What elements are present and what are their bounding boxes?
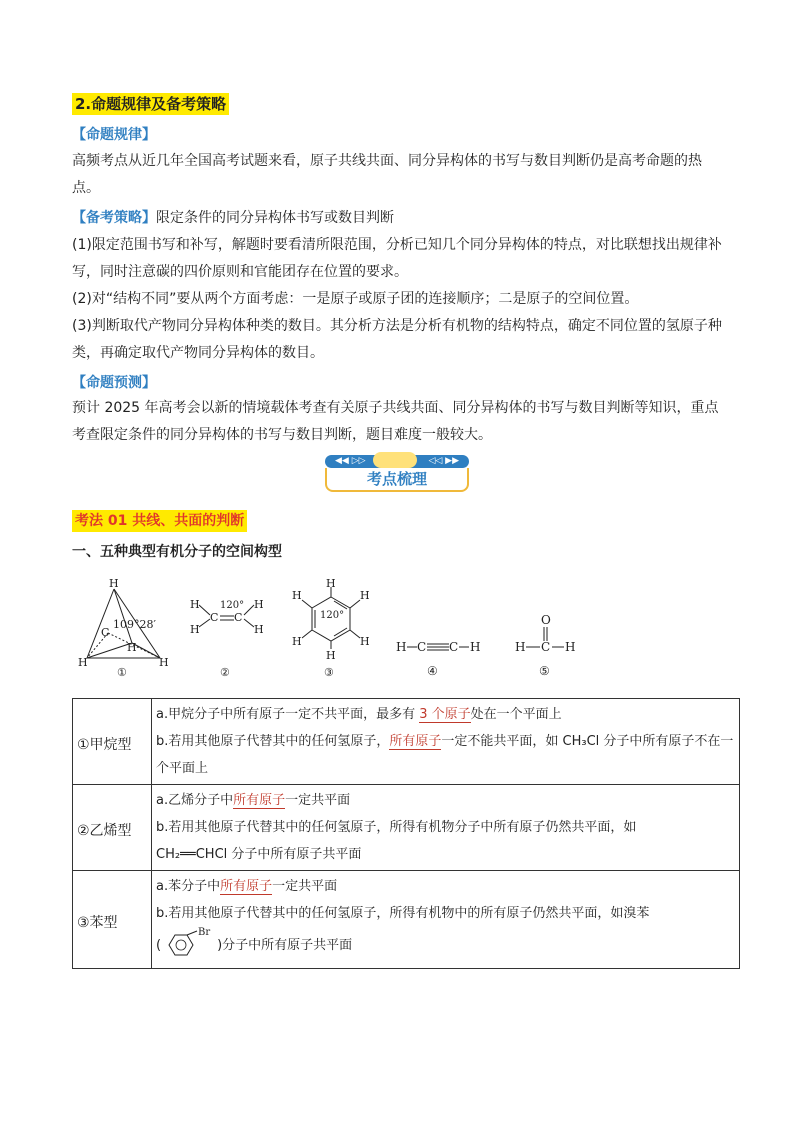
acetylene-num: ④ — [427, 664, 438, 678]
svg-text:H: H — [190, 598, 200, 611]
formaldehyde-structure-diagram — [512, 575, 592, 680]
svg-text:H: H — [360, 635, 370, 648]
row-label-ethylene: ②乙烯型 — [73, 785, 152, 871]
strategy-p2: (2)对“结构不同”要从两个方面考虑：一是原子或原子团的连接顺序；二是原子的空间位置。 — [72, 291, 639, 307]
svg-text:H: H — [254, 623, 264, 636]
forecast-text — [72, 395, 722, 449]
svg-text:H: H — [292, 635, 302, 648]
banner-pill — [373, 452, 417, 468]
svg-text:C: C — [210, 611, 219, 624]
svg-text:Br: Br — [198, 927, 211, 938]
row-label-benzene: ③苯型 — [73, 871, 152, 969]
rule-tag: 【命题规律】 — [72, 127, 156, 143]
methane-angle-label: 109°28′ — [113, 618, 156, 631]
benzene-angle-label: 120° — [320, 610, 345, 621]
strategy-p3a: (3)判断取代产物同分异构体种类的数目。其分析方法是分析有机物的结构特点，确定不同位置的氢原子种 — [72, 318, 722, 334]
subsection-title: 一、五种典型有机分子的空间构型 — [72, 544, 282, 560]
banner-arrows-left-icon: ◀◀ ▷▷ — [335, 456, 366, 466]
rule-line-1: 高频考点从近几年全国高考试题来看，原子共线共面、同分异构体的书写与数目判断仍是高考命题的热 — [72, 153, 702, 169]
strategy-p3b: 类，再确定取代产物同分异构体的数目。 — [72, 345, 324, 361]
bromobenzene-icon — [161, 927, 217, 959]
svg-text:H: H — [292, 589, 302, 602]
method-title: 考法 01 共线、共面的判断 — [72, 510, 247, 532]
svg-text:O: O — [541, 613, 551, 627]
row-label-methane: ①甲烷型 — [73, 699, 152, 785]
svg-text:C: C — [234, 611, 243, 624]
svg-text:H: H — [326, 649, 336, 662]
ethylene-structure-diagram — [188, 575, 268, 680]
benzene-point-c: ( Br )分子中所有原子共平面 — [156, 927, 735, 959]
table-row — [73, 699, 740, 785]
benzene-num: ③ — [324, 666, 334, 679]
strategy-p1b: 写，同时注意碳的四价原则和官能团存在位置的要求。 — [72, 264, 408, 280]
forecast-line-2: 考查限定条件的同分异构体的书写与数目判断，题目难度一般较大。 — [72, 427, 492, 443]
strategy-head: 限定条件的同分异构体书写或数目判断 — [156, 210, 394, 226]
row-content-benzene — [152, 871, 740, 969]
table-row — [73, 871, 740, 969]
svg-text:C: C — [101, 626, 110, 639]
structure-types-table — [72, 698, 740, 969]
strategy-tag: 【备考策略】 — [72, 210, 156, 226]
ethylene-angle-label: 120° — [220, 600, 245, 611]
section-title: 2.命题规律及备考策略 — [72, 93, 229, 115]
svg-text:H: H — [127, 641, 137, 654]
svg-text:H: H — [396, 640, 407, 654]
acetylene-structure-diagram — [394, 575, 494, 680]
svg-text:H: H — [190, 623, 200, 636]
svg-text:H: H — [326, 577, 336, 590]
forecast-line-1: 预计 2025 年高考会以新的情境载体考查有关原子共线共面、同分异构体的书写与数目判断等知识，重点 — [72, 400, 719, 416]
methane-structure-diagram — [72, 575, 182, 680]
methane-point-a: a.甲烷分子中所有原子一定不共平面，最多有 3 个原子处在一个平面上 — [156, 707, 562, 722]
formaldehyde-num: ⑤ — [539, 664, 550, 678]
svg-text:H: H — [360, 589, 370, 602]
ethylene-point-c: CH₂══CHCl 分子中所有原子共平面 — [156, 847, 362, 862]
svg-text:H: H — [470, 640, 481, 654]
benzene-structure-diagram — [284, 575, 384, 680]
svg-text:C: C — [449, 640, 459, 654]
svg-text:H: H — [78, 656, 88, 669]
svg-text:C: C — [541, 640, 551, 654]
banner-arrows-right-icon: ◁◁ ▶▶ — [428, 456, 459, 466]
svg-text:C: C — [417, 640, 427, 654]
methane-point-b: b.若用其他原子代替其中的任何氢原子，所有原子一定不能共平面，如 CH₃Cl 分子中所有原子不在一个平面上 — [156, 734, 734, 776]
rule-text — [72, 148, 722, 202]
rule-line-2: 点。 — [72, 180, 100, 196]
ethylene-num: ② — [220, 666, 230, 679]
table-row — [73, 785, 740, 871]
row-content-methane — [152, 699, 740, 785]
strategy-p1a: (1)限定范围书写和补写，解题时要看清所限范围，分析已知几个同分异构体的特点，对比联想找出规律补 — [72, 237, 722, 253]
forecast-tag: 【命题预测】 — [72, 375, 156, 391]
strategy-heading — [72, 205, 722, 232]
methane-num: ① — [117, 666, 127, 679]
ethylene-point-b: b.若用其他原子代替其中的任何氢原子，所得有机物分子中所有原子仍然共平面，如 — [156, 820, 637, 835]
banner-title: 考点梳理 — [325, 468, 469, 492]
ethylene-point-a: a.乙烯分子中所有原子一定共平面 — [156, 793, 351, 808]
row-content-ethylene — [152, 785, 740, 871]
svg-text:H: H — [515, 640, 526, 654]
svg-text:H: H — [159, 656, 169, 669]
svg-text:H: H — [254, 598, 264, 611]
benzene-point-a: a.苯分子中所有原子一定共平面 — [156, 879, 338, 894]
svg-text:H: H — [109, 577, 119, 590]
section-banner — [325, 455, 469, 495]
benzene-point-b: b.若用其他原子代替其中的任何氢原子，所得有机物中的所有原子仍然共平面，如溴苯 — [156, 906, 650, 921]
svg-text:H: H — [565, 640, 576, 654]
strategy-block — [72, 205, 722, 367]
